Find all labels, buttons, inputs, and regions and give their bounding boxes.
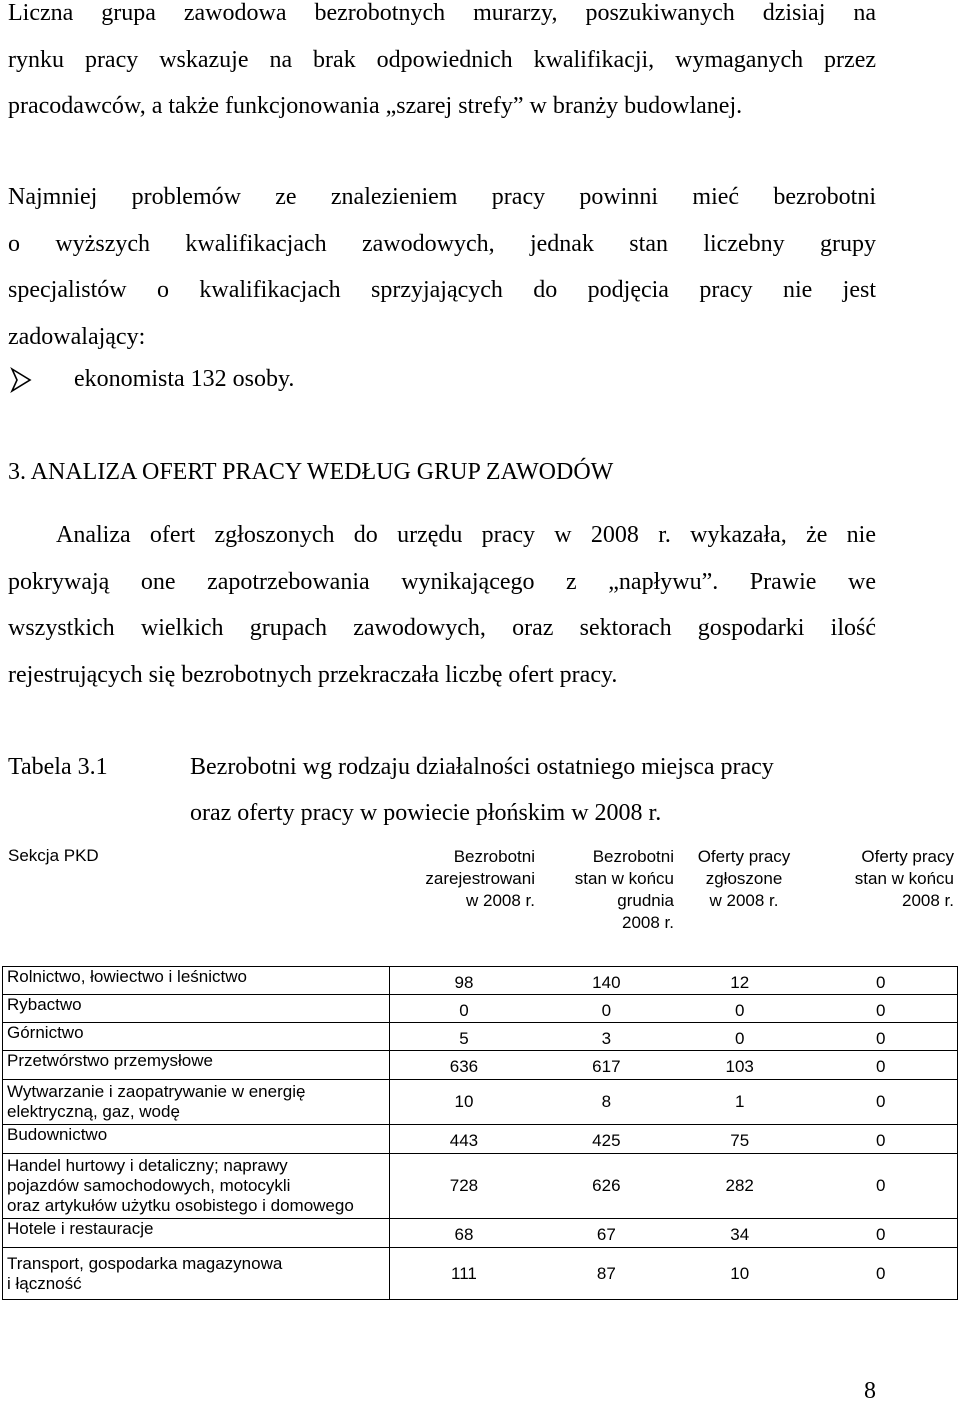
paragraph-3-line: wszystkich wielkich grupach zawodowych, oraz sektorach gospodarki ilość <box>8 615 876 641</box>
row-value: 282 <box>675 1154 805 1219</box>
row-value: 10 <box>675 1248 805 1300</box>
row-category <box>3 1023 390 1051</box>
table-row <box>3 1023 958 1051</box>
table-row <box>3 1154 958 1219</box>
row-value: 140 <box>538 967 675 995</box>
table-row <box>3 967 958 995</box>
row-value: 0 <box>804 1023 957 1051</box>
header-offers-end-year <box>810 846 954 912</box>
row-category-line: elektryczną, gaz, wodę <box>7 1102 180 1121</box>
row-value: 8 <box>538 1080 675 1125</box>
row-category-line: Budownictwo <box>7 1125 108 1144</box>
header-line: zarejestrowani <box>425 869 535 888</box>
row-value: 0 <box>538 995 675 1023</box>
paragraph-2 <box>8 174 876 360</box>
row-value: 34 <box>675 1219 805 1248</box>
paragraph-1-line: Liczna grupa zawodowa bezrobotnych murarzy, poszukiwanych dzisiaj na <box>8 0 876 26</box>
row-value: 98 <box>390 967 538 995</box>
table-label: Tabela 3.1 <box>8 754 108 780</box>
row-category-line: Wytwarzanie i zaopatrywanie w energię <box>7 1082 306 1101</box>
row-category <box>3 1080 390 1125</box>
page-number: 8 <box>864 1378 876 1404</box>
row-value: 0 <box>804 1154 957 1219</box>
row-category-line: Rolnictwo, łowiectwo i leśnictwo <box>7 967 247 986</box>
row-category <box>3 1051 390 1080</box>
row-value: 111 <box>390 1248 538 1300</box>
paragraph-2-line: Najmniej problemów ze znalezieniem pracy powinni mieć bezrobotni <box>8 184 876 210</box>
header-line: 2008 r. <box>622 913 674 932</box>
header-line: w 2008 r. <box>466 891 535 910</box>
paragraph-1-line: pracodawców, a także funkcjonowania „szarej strefy” w branży budowlanej. <box>8 93 743 119</box>
row-category-line: Transport, gospodarka magazynowa <box>7 1253 283 1273</box>
row-value: 617 <box>538 1051 675 1080</box>
bullet-arrow-icon <box>10 367 34 393</box>
row-category <box>3 995 390 1023</box>
header-line: stan w końcu <box>854 869 954 888</box>
header-line: stan w końcu <box>574 869 674 888</box>
paragraph-2-line: zadowalający: <box>8 323 146 350</box>
row-value: 626 <box>538 1154 675 1219</box>
table-row <box>3 1248 958 1300</box>
section-heading: 3. ANALIZA OFERT PRACY WEDŁUG GRUP ZAWODÓW <box>8 459 614 485</box>
header-line: zgłoszone <box>705 869 783 888</box>
row-value: 0 <box>390 995 538 1023</box>
row-category-line: Hotele i restauracje <box>7 1219 154 1238</box>
header-offers-submitted <box>684 846 804 912</box>
row-value: 728 <box>390 1154 538 1219</box>
row-value: 0 <box>804 1051 957 1080</box>
row-value: 68 <box>390 1219 538 1248</box>
header-unemployed-end-december <box>550 846 674 934</box>
paragraph-2-line: o wyższych kwalifikacjach zawodowych, jednak stan liczebny grupy <box>8 230 876 257</box>
header-line: Oferty pracy <box>861 847 954 866</box>
row-value: 425 <box>538 1125 675 1154</box>
row-value: 10 <box>390 1080 538 1125</box>
paragraph-1-line: rynku pracy wskazuje na brak odpowiednich kwalifikacji, wymaganych przez <box>8 46 876 73</box>
row-value: 75 <box>675 1125 805 1154</box>
row-value: 0 <box>804 1248 957 1300</box>
header-line: w 2008 r. <box>709 891 779 910</box>
bullet-item-text: ekonomista 132 osoby. <box>74 366 295 392</box>
header-section-pkd: Sekcja PKD <box>8 846 99 865</box>
row-category <box>3 967 390 995</box>
row-category-line: oraz artykułów użytku osobistego i domowego <box>7 1196 354 1215</box>
paragraph-3-line: pokrywają one zapotrzebowania wynikającego z „napływu”. Prawie we <box>8 568 876 595</box>
header-line: Oferty pracy <box>697 847 791 866</box>
data-table <box>2 966 958 1300</box>
paragraph-3 <box>8 512 876 698</box>
table-caption-line: oraz oferty pracy w powiecie płońskim w 2008 r. <box>190 800 662 826</box>
row-category <box>3 1154 390 1219</box>
row-category-line: Przetwórstwo przemysłowe <box>7 1051 213 1070</box>
row-category-line: Handel hurtowy i detaliczny; naprawy <box>7 1156 288 1175</box>
table-row <box>3 995 958 1023</box>
row-value: 67 <box>538 1219 675 1248</box>
row-category-line: Górnictwo <box>7 1023 84 1042</box>
header-unemployed-registered <box>405 846 535 912</box>
row-value: 636 <box>390 1051 538 1080</box>
header-line: 2008 r. <box>902 891 954 910</box>
row-value: 1 <box>675 1080 805 1125</box>
row-value: 87 <box>538 1248 675 1300</box>
table-row <box>3 1125 958 1154</box>
row-value: 103 <box>675 1051 805 1080</box>
table-row <box>3 1051 958 1080</box>
header-line: Bezrobotni <box>592 847 674 866</box>
row-value: 0 <box>804 1125 957 1154</box>
table-row <box>3 1219 958 1248</box>
header-line: Bezrobotni <box>453 847 535 866</box>
row-category <box>3 1248 390 1300</box>
row-value: 0 <box>675 995 805 1023</box>
paragraph-2-line: specjalistów o kwalifikacjach sprzyjających do podjęcia pracy nie jest <box>8 277 876 303</box>
row-value: 443 <box>390 1125 538 1154</box>
table-row <box>3 1080 958 1125</box>
row-category-line: i łączność <box>7 1273 82 1293</box>
row-value: 0 <box>804 1080 957 1125</box>
paragraph-3-line: Analiza ofert zgłoszonych do urzędu pracy w 2008 r. wykazała, że nie <box>56 522 876 548</box>
row-value: 0 <box>804 967 957 995</box>
paragraph-3-line: rejestrujących się bezrobotnych przekraczała liczbę ofert pracy. <box>8 661 618 688</box>
row-value: 0 <box>804 1219 957 1248</box>
row-value: 3 <box>538 1023 675 1051</box>
row-value: 5 <box>390 1023 538 1051</box>
row-value: 0 <box>804 995 957 1023</box>
row-category-line: Rybactwo <box>7 995 82 1014</box>
row-value: 12 <box>675 967 805 995</box>
row-value: 0 <box>675 1023 805 1051</box>
header-line: grudnia <box>617 891 674 910</box>
paragraph-1 <box>8 0 876 130</box>
row-category <box>3 1219 390 1248</box>
row-category-line: pojazdów samochodowych, motocykli <box>7 1176 291 1195</box>
table-caption-line: Bezrobotni wg rodzaju działalności ostatniego miejsca pracy <box>190 754 774 780</box>
row-category <box>3 1125 390 1154</box>
